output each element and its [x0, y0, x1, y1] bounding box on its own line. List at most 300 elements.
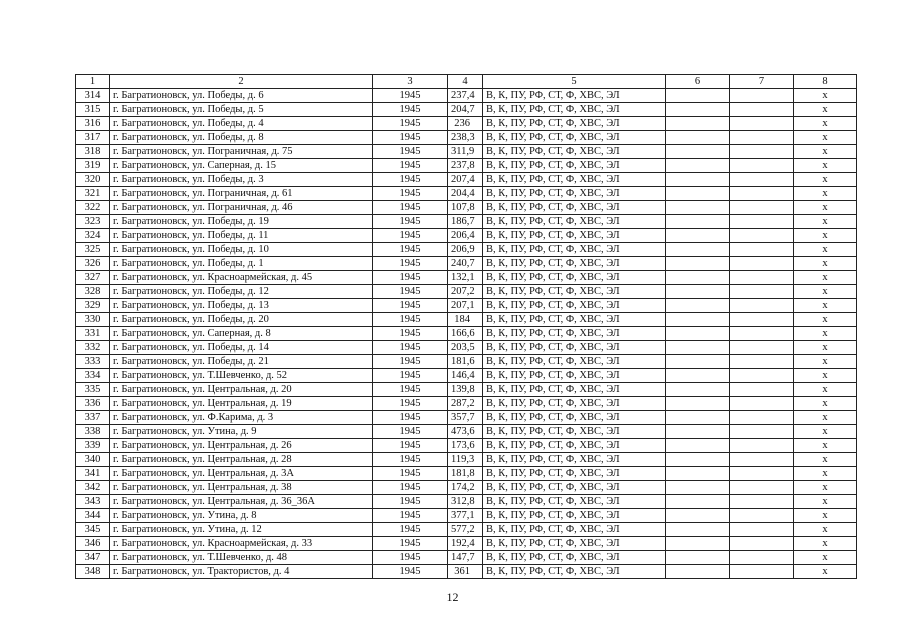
utilities-cell: В, К, ПУ, РФ, СТ, Ф, ХВС, ЭЛ	[483, 453, 666, 467]
column-8-cell: x	[794, 131, 857, 145]
column-7-cell	[730, 159, 794, 173]
table-row	[76, 285, 857, 299]
column-8-cell: x	[794, 383, 857, 397]
table-row	[76, 341, 857, 355]
row-number-cell: 326	[76, 257, 110, 271]
column-6-cell	[666, 355, 730, 369]
column-7-cell	[730, 341, 794, 355]
table-row	[76, 159, 857, 173]
column-8-cell: x	[794, 285, 857, 299]
column-8-cell: x	[794, 271, 857, 285]
table-row	[76, 103, 857, 117]
area-cell: 206,9	[448, 243, 483, 257]
column-6-cell	[666, 257, 730, 271]
area-cell: 237,8	[448, 159, 483, 173]
row-number-cell: 347	[76, 551, 110, 565]
row-number-cell: 329	[76, 299, 110, 313]
column-8-cell: x	[794, 537, 857, 551]
row-number-cell: 332	[76, 341, 110, 355]
utilities-cell: В, К, ПУ, РФ, СТ, Ф, ХВС, ЭЛ	[483, 215, 666, 229]
table-row	[76, 299, 857, 313]
table-row	[76, 257, 857, 271]
year-cell: 1945	[373, 103, 448, 117]
row-number-cell: 344	[76, 509, 110, 523]
utilities-cell: В, К, ПУ, РФ, СТ, Ф, ХВС, ЭЛ	[483, 173, 666, 187]
column-7-cell	[730, 467, 794, 481]
address-cell: г. Багратионовск, ул. Т.Шевченко, д. 52	[110, 369, 373, 383]
column-8-cell: x	[794, 173, 857, 187]
column-8-cell: x	[794, 481, 857, 495]
column-8-cell: x	[794, 299, 857, 313]
column-7-cell	[730, 285, 794, 299]
column-7-cell	[730, 481, 794, 495]
utilities-cell: В, К, ПУ, РФ, СТ, Ф, ХВС, ЭЛ	[483, 187, 666, 201]
table-row	[76, 453, 857, 467]
column-8-cell: x	[794, 551, 857, 565]
table-row	[76, 495, 857, 509]
column-7-cell	[730, 117, 794, 131]
row-number-cell: 323	[76, 215, 110, 229]
area-cell: 174,2	[448, 481, 483, 495]
column-7-cell	[730, 215, 794, 229]
area-cell: 184	[448, 313, 483, 327]
column-header: 8	[794, 75, 857, 89]
year-cell: 1945	[373, 565, 448, 579]
column-6-cell	[666, 145, 730, 159]
column-8-cell: x	[794, 523, 857, 537]
address-cell: г. Багратионовск, ул. Победы, д. 12	[110, 285, 373, 299]
area-cell: 139,8	[448, 383, 483, 397]
page-number: 12	[446, 590, 459, 604]
table-row	[76, 537, 857, 551]
column-6-cell	[666, 509, 730, 523]
row-number-cell: 327	[76, 271, 110, 285]
column-6-cell	[666, 159, 730, 173]
column-6-cell	[666, 397, 730, 411]
column-7-cell	[730, 537, 794, 551]
year-cell: 1945	[373, 397, 448, 411]
year-cell: 1945	[373, 215, 448, 229]
year-cell: 1945	[373, 369, 448, 383]
year-cell: 1945	[373, 523, 448, 537]
column-8-cell: x	[794, 341, 857, 355]
header-row	[76, 75, 857, 89]
row-number-cell: 337	[76, 411, 110, 425]
column-8-cell: x	[794, 257, 857, 271]
address-cell: г. Багратионовск, ул. Центральная, д. 19	[110, 397, 373, 411]
address-cell: г. Багратионовск, ул. Победы, д. 8	[110, 131, 373, 145]
table-row	[76, 523, 857, 537]
table-row	[76, 369, 857, 383]
year-cell: 1945	[373, 439, 448, 453]
column-6-cell	[666, 271, 730, 285]
table-row	[76, 509, 857, 523]
row-number-cell: 342	[76, 481, 110, 495]
column-8-cell: x	[794, 411, 857, 425]
column-7-cell	[730, 523, 794, 537]
utilities-cell: В, К, ПУ, РФ, СТ, Ф, ХВС, ЭЛ	[483, 89, 666, 103]
table-row	[76, 383, 857, 397]
table-row	[76, 411, 857, 425]
year-cell: 1945	[373, 89, 448, 103]
column-7-cell	[730, 201, 794, 215]
table-row	[76, 565, 857, 579]
utilities-cell: В, К, ПУ, РФ, СТ, Ф, ХВС, ЭЛ	[483, 467, 666, 481]
row-number-cell: 319	[76, 159, 110, 173]
column-6-cell	[666, 215, 730, 229]
column-8-cell: x	[794, 355, 857, 369]
column-6-cell	[666, 425, 730, 439]
column-7-cell	[730, 257, 794, 271]
area-cell: 240,7	[448, 257, 483, 271]
column-8-cell: x	[794, 145, 857, 159]
year-cell: 1945	[373, 131, 448, 145]
column-7-cell	[730, 271, 794, 285]
year-cell: 1945	[373, 453, 448, 467]
row-number-cell: 328	[76, 285, 110, 299]
row-number-cell: 339	[76, 439, 110, 453]
row-number-cell: 335	[76, 383, 110, 397]
column-6-cell	[666, 117, 730, 131]
area-cell: 192,4	[448, 537, 483, 551]
table-row	[76, 145, 857, 159]
area-cell: 577,2	[448, 523, 483, 537]
area-cell: 107,8	[448, 201, 483, 215]
area-cell: 312,8	[448, 495, 483, 509]
year-cell: 1945	[373, 341, 448, 355]
address-cell: г. Багратионовск, ул. Победы, д. 20	[110, 313, 373, 327]
table-row	[76, 355, 857, 369]
column-6-cell	[666, 411, 730, 425]
row-number-cell: 333	[76, 355, 110, 369]
address-cell: г. Багратионовск, ул. Победы, д. 4	[110, 117, 373, 131]
column-6-cell	[666, 383, 730, 397]
column-7-cell	[730, 89, 794, 103]
year-cell: 1945	[373, 313, 448, 327]
address-cell: г. Багратионовск, ул. Пограничная, д. 75	[110, 145, 373, 159]
area-cell: 204,4	[448, 187, 483, 201]
year-cell: 1945	[373, 229, 448, 243]
column-7-cell	[730, 229, 794, 243]
address-cell: г. Багратионовск, ул. Саперная, д. 8	[110, 327, 373, 341]
column-7-cell	[730, 383, 794, 397]
document-sheet	[75, 74, 856, 579]
area-cell: 147,7	[448, 551, 483, 565]
row-number-cell: 325	[76, 243, 110, 257]
table-row	[76, 467, 857, 481]
year-cell: 1945	[373, 117, 448, 131]
year-cell: 1945	[373, 495, 448, 509]
area-cell: 173,6	[448, 439, 483, 453]
address-cell: г. Багратионовск, ул. Победы, д. 6	[110, 89, 373, 103]
column-7-cell	[730, 439, 794, 453]
utilities-cell: В, К, ПУ, РФ, СТ, Ф, ХВС, ЭЛ	[483, 327, 666, 341]
column-8-cell: x	[794, 103, 857, 117]
row-number-cell: 324	[76, 229, 110, 243]
row-number-cell: 331	[76, 327, 110, 341]
row-number-cell: 315	[76, 103, 110, 117]
column-6-cell	[666, 89, 730, 103]
year-cell: 1945	[373, 187, 448, 201]
utilities-cell: В, К, ПУ, РФ, СТ, Ф, ХВС, ЭЛ	[483, 103, 666, 117]
utilities-cell: В, К, ПУ, РФ, СТ, Ф, ХВС, ЭЛ	[483, 355, 666, 369]
table-row	[76, 271, 857, 285]
column-6-cell	[666, 523, 730, 537]
address-cell: г. Багратионовск, ул. Центральная, д. 3А	[110, 467, 373, 481]
column-6-cell	[666, 285, 730, 299]
column-7-cell	[730, 565, 794, 579]
column-8-cell: x	[794, 187, 857, 201]
column-6-cell	[666, 439, 730, 453]
area-cell: 132,1	[448, 271, 483, 285]
year-cell: 1945	[373, 243, 448, 257]
table-row	[76, 425, 857, 439]
column-header: 7	[730, 75, 794, 89]
column-8-cell: x	[794, 89, 857, 103]
utilities-cell: В, К, ПУ, РФ, СТ, Ф, ХВС, ЭЛ	[483, 159, 666, 173]
table-row	[76, 243, 857, 257]
column-6-cell	[666, 173, 730, 187]
address-cell: г. Багратионовск, ул. Т.Шевченко, д. 48	[110, 551, 373, 565]
row-number-cell: 338	[76, 425, 110, 439]
column-8-cell: x	[794, 215, 857, 229]
year-cell: 1945	[373, 411, 448, 425]
address-cell: г. Багратионовск, ул. Ф.Карима, д. 3	[110, 411, 373, 425]
address-cell: г. Багратионовск, ул. Победы, д. 1	[110, 257, 373, 271]
column-6-cell	[666, 369, 730, 383]
column-7-cell	[730, 495, 794, 509]
row-number-cell: 348	[76, 565, 110, 579]
year-cell: 1945	[373, 425, 448, 439]
column-6-cell	[666, 243, 730, 257]
area-cell: 186,7	[448, 215, 483, 229]
area-cell: 181,8	[448, 467, 483, 481]
column-8-cell: x	[794, 201, 857, 215]
area-cell: 377,1	[448, 509, 483, 523]
area-cell: 207,4	[448, 173, 483, 187]
column-6-cell	[666, 481, 730, 495]
year-cell: 1945	[373, 481, 448, 495]
area-cell: 237,4	[448, 89, 483, 103]
column-7-cell	[730, 411, 794, 425]
column-7-cell	[730, 187, 794, 201]
column-8-cell: x	[794, 229, 857, 243]
area-cell: 361	[448, 565, 483, 579]
utilities-cell: В, К, ПУ, РФ, СТ, Ф, ХВС, ЭЛ	[483, 383, 666, 397]
utilities-cell: В, К, ПУ, РФ, СТ, Ф, ХВС, ЭЛ	[483, 201, 666, 215]
row-number-cell: 346	[76, 537, 110, 551]
column-7-cell	[730, 145, 794, 159]
area-cell: 473,6	[448, 425, 483, 439]
buildings-table	[75, 74, 857, 579]
column-6-cell	[666, 495, 730, 509]
area-cell: 206,4	[448, 229, 483, 243]
year-cell: 1945	[373, 551, 448, 565]
row-number-cell: 322	[76, 201, 110, 215]
area-cell: 203,5	[448, 341, 483, 355]
column-6-cell	[666, 103, 730, 117]
year-cell: 1945	[373, 159, 448, 173]
column-8-cell: x	[794, 369, 857, 383]
column-8-cell: x	[794, 453, 857, 467]
table-row	[76, 551, 857, 565]
utilities-cell: В, К, ПУ, РФ, СТ, Ф, ХВС, ЭЛ	[483, 257, 666, 271]
column-6-cell	[666, 201, 730, 215]
column-header: 2	[110, 75, 373, 89]
row-number-cell: 345	[76, 523, 110, 537]
area-cell: 181,6	[448, 355, 483, 369]
table-row	[76, 187, 857, 201]
column-header: 3	[373, 75, 448, 89]
address-cell: г. Багратионовск, ул. Победы, д. 21	[110, 355, 373, 369]
address-cell: г. Багратионовск, ул. Центральная, д. 28	[110, 453, 373, 467]
column-8-cell: x	[794, 495, 857, 509]
column-8-cell: x	[794, 439, 857, 453]
address-cell: г. Багратионовск, ул. Пограничная, д. 46	[110, 201, 373, 215]
row-number-cell: 341	[76, 467, 110, 481]
address-cell: г. Багратионовск, ул. Победы, д. 11	[110, 229, 373, 243]
address-cell: г. Багратионовск, ул. Победы, д. 3	[110, 173, 373, 187]
column-8-cell: x	[794, 159, 857, 173]
utilities-cell: В, К, ПУ, РФ, СТ, Ф, ХВС, ЭЛ	[483, 229, 666, 243]
column-8-cell: x	[794, 565, 857, 579]
address-cell: г. Багратионовск, ул. Центральная, д. 26	[110, 439, 373, 453]
column-6-cell	[666, 453, 730, 467]
row-number-cell: 336	[76, 397, 110, 411]
area-cell: 204,7	[448, 103, 483, 117]
column-8-cell: x	[794, 243, 857, 257]
column-7-cell	[730, 103, 794, 117]
column-8-cell: x	[794, 397, 857, 411]
row-number-cell: 340	[76, 453, 110, 467]
utilities-cell: В, К, ПУ, РФ, СТ, Ф, ХВС, ЭЛ	[483, 425, 666, 439]
utilities-cell: В, К, ПУ, РФ, СТ, Ф, ХВС, ЭЛ	[483, 495, 666, 509]
address-cell: г. Багратионовск, ул. Красноармейская, д. 45	[110, 271, 373, 285]
address-cell: г. Багратионовск, ул. Победы, д. 13	[110, 299, 373, 313]
area-cell: 146,4	[448, 369, 483, 383]
column-7-cell	[730, 299, 794, 313]
year-cell: 1945	[373, 257, 448, 271]
table-row	[76, 397, 857, 411]
row-number-cell: 314	[76, 89, 110, 103]
column-6-cell	[666, 131, 730, 145]
address-cell: г. Багратионовск, ул. Трактористов, д. 4	[110, 565, 373, 579]
table-row	[76, 229, 857, 243]
column-8-cell: x	[794, 509, 857, 523]
column-6-cell	[666, 299, 730, 313]
year-cell: 1945	[373, 173, 448, 187]
address-cell: г. Багратионовск, ул. Утина, д. 12	[110, 523, 373, 537]
area-cell: 207,2	[448, 285, 483, 299]
table-row	[76, 117, 857, 131]
column-7-cell	[730, 551, 794, 565]
column-7-cell	[730, 425, 794, 439]
table-row	[76, 313, 857, 327]
column-8-cell: x	[794, 117, 857, 131]
row-number-cell: 316	[76, 117, 110, 131]
column-6-cell	[666, 327, 730, 341]
utilities-cell: В, К, ПУ, РФ, СТ, Ф, ХВС, ЭЛ	[483, 509, 666, 523]
row-number-cell: 320	[76, 173, 110, 187]
column-8-cell: x	[794, 467, 857, 481]
row-number-cell: 321	[76, 187, 110, 201]
address-cell: г. Багратионовск, ул. Саперная, д. 15	[110, 159, 373, 173]
row-number-cell: 317	[76, 131, 110, 145]
column-7-cell	[730, 509, 794, 523]
address-cell: г. Багратионовск, ул. Победы, д. 10	[110, 243, 373, 257]
column-7-cell	[730, 173, 794, 187]
year-cell: 1945	[373, 509, 448, 523]
address-cell: г. Багратионовск, ул. Пограничная, д. 61	[110, 187, 373, 201]
column-7-cell	[730, 369, 794, 383]
utilities-cell: В, К, ПУ, РФ, СТ, Ф, ХВС, ЭЛ	[483, 341, 666, 355]
column-7-cell	[730, 131, 794, 145]
table-row	[76, 89, 857, 103]
utilities-cell: В, К, ПУ, РФ, СТ, Ф, ХВС, ЭЛ	[483, 285, 666, 299]
table-row	[76, 215, 857, 229]
year-cell: 1945	[373, 201, 448, 215]
utilities-cell: В, К, ПУ, РФ, СТ, Ф, ХВС, ЭЛ	[483, 551, 666, 565]
table-body	[76, 89, 857, 579]
area-cell: 166,6	[448, 327, 483, 341]
column-8-cell: x	[794, 425, 857, 439]
row-number-cell: 334	[76, 369, 110, 383]
column-6-cell	[666, 313, 730, 327]
utilities-cell: В, К, ПУ, РФ, СТ, Ф, ХВС, ЭЛ	[483, 313, 666, 327]
column-6-cell	[666, 565, 730, 579]
row-number-cell: 318	[76, 145, 110, 159]
address-cell: г. Багратионовск, ул. Утина, д. 8	[110, 509, 373, 523]
area-cell: 236	[448, 117, 483, 131]
column-header: 5	[483, 75, 666, 89]
column-header: 4	[448, 75, 483, 89]
utilities-cell: В, К, ПУ, РФ, СТ, Ф, ХВС, ЭЛ	[483, 481, 666, 495]
column-6-cell	[666, 551, 730, 565]
area-cell: 207,1	[448, 299, 483, 313]
column-7-cell	[730, 397, 794, 411]
address-cell: г. Багратионовск, ул. Красноармейская, д. 33	[110, 537, 373, 551]
year-cell: 1945	[373, 145, 448, 159]
area-cell: 119,3	[448, 453, 483, 467]
column-8-cell: x	[794, 327, 857, 341]
area-cell: 287,2	[448, 397, 483, 411]
table-row	[76, 201, 857, 215]
utilities-cell: В, К, ПУ, РФ, СТ, Ф, ХВС, ЭЛ	[483, 117, 666, 131]
year-cell: 1945	[373, 327, 448, 341]
area-cell: 238,3	[448, 131, 483, 145]
address-cell: г. Багратионовск, ул. Победы, д. 19	[110, 215, 373, 229]
address-cell: г. Багратионовск, ул. Победы, д. 5	[110, 103, 373, 117]
table-row	[76, 327, 857, 341]
year-cell: 1945	[373, 285, 448, 299]
table-row	[76, 481, 857, 495]
utilities-cell: В, К, ПУ, РФ, СТ, Ф, ХВС, ЭЛ	[483, 131, 666, 145]
area-cell: 357,7	[448, 411, 483, 425]
column-8-cell: x	[794, 313, 857, 327]
column-6-cell	[666, 341, 730, 355]
table-row	[76, 439, 857, 453]
year-cell: 1945	[373, 383, 448, 397]
year-cell: 1945	[373, 299, 448, 313]
column-6-cell	[666, 187, 730, 201]
column-6-cell	[666, 467, 730, 481]
utilities-cell: В, К, ПУ, РФ, СТ, Ф, ХВС, ЭЛ	[483, 523, 666, 537]
column-header: 6	[666, 75, 730, 89]
utilities-cell: В, К, ПУ, РФ, СТ, Ф, ХВС, ЭЛ	[483, 439, 666, 453]
utilities-cell: В, К, ПУ, РФ, СТ, Ф, ХВС, ЭЛ	[483, 243, 666, 257]
utilities-cell: В, К, ПУ, РФ, СТ, Ф, ХВС, ЭЛ	[483, 397, 666, 411]
column-6-cell	[666, 537, 730, 551]
